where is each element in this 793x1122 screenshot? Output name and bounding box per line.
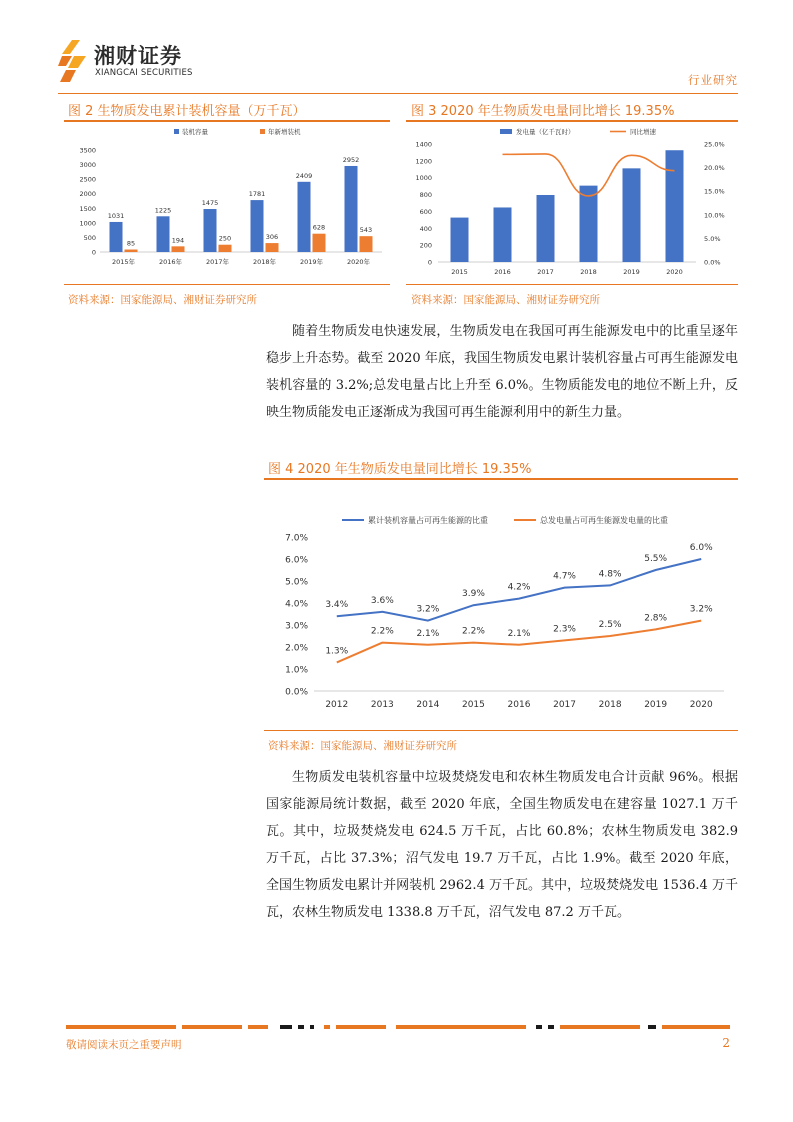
data-label-new: 250	[218, 234, 232, 243]
data-label-generation-share: 2.2%	[370, 626, 394, 637]
y-left-tick-label: 800	[419, 191, 432, 200]
data-label-installed: 1031	[107, 211, 125, 220]
data-label-new: 306	[265, 233, 279, 242]
figure-4-source: 资料来源：国家能源局、湘财证券研究所	[268, 740, 457, 752]
legend-label-new: 年新增装机	[268, 128, 301, 136]
y-tick-label: 0	[91, 248, 96, 257]
y-tick-label: 1000	[79, 219, 96, 228]
data-label-generation-share: 2.8%	[644, 613, 668, 624]
legend-swatch-installed	[174, 129, 179, 134]
x-tick-label: 2015	[451, 268, 468, 276]
y-tick-label: 2500	[79, 175, 96, 184]
y-left-tick-label: 600	[419, 207, 432, 216]
x-tick-label: 2012	[325, 700, 349, 710]
legend-label-generation: 发电量（亿千瓦时）	[516, 128, 575, 136]
y-tick-label: 500	[83, 233, 96, 242]
x-tick-label: 2018	[598, 700, 622, 710]
x-tick-label: 2018年	[252, 258, 277, 266]
x-tick-label: 2015年	[111, 258, 136, 266]
y-right-tick-label: 10.0%	[704, 211, 725, 220]
data-label-capacity-share: 3.2%	[416, 604, 440, 615]
legend-swatch-new	[260, 129, 265, 134]
y-right-tick-label: 15.0%	[704, 187, 725, 196]
y-right-tick-label: 0.0%	[704, 258, 721, 267]
y-tick-label: 1.0%	[285, 665, 308, 676]
y-left-tick-label: 1000	[415, 174, 432, 183]
y-tick-label: 4.0%	[285, 599, 308, 610]
x-tick-label: 2020年	[346, 258, 371, 266]
xiangcai-logo-icon	[58, 38, 88, 84]
data-label-installed: 2952	[342, 155, 360, 164]
paragraph-2-text: 生物质发电装机容量中垃圾焚烧发电和农林生物质发电合计贡献 96%。根据国家能源局统计数据，截至 2020 年底，全国生物质发电在建容量 1027.1 万千瓦。其中，垃圾焚烧发电 624.5 万千瓦，占比 60.8%；农林生物质发电 382.9 万千瓦，占比 37.3%；沼气发电 19.7 万千瓦，占比 1.9%。截至 2020 年底，全国生物质发电累计并网装机 2962.4 万千瓦。其中，垃圾焚烧发电 1536.4 万千瓦，农林生物质发电 1338.8 万千瓦，沼气发电 87.2 万千瓦。	[266, 770, 738, 920]
bar-new-capacity	[125, 250, 138, 252]
x-tick-label: 2017	[537, 268, 554, 276]
figure-3-source-rule	[406, 284, 738, 285]
data-label-generation-share: 2.2%	[462, 626, 485, 637]
figure-3-source: 资料来源：国家能源局、湘财证券研究所	[411, 294, 600, 306]
data-label-capacity-share: 3.6%	[370, 595, 394, 606]
y-tick-label: 6.0%	[285, 555, 308, 566]
legend-label-growth: 同比增速	[630, 128, 656, 136]
bar-generation	[580, 186, 598, 262]
x-tick-label: 2013	[370, 700, 394, 710]
data-label-capacity-share: 4.7%	[553, 571, 576, 582]
header-divider	[58, 93, 738, 94]
y-right-tick-label: 5.0%	[704, 234, 721, 243]
body-paragraph-2	[266, 764, 738, 926]
data-label-capacity-share: 4.2%	[507, 582, 531, 593]
x-tick-label: 2015	[461, 700, 485, 710]
y-tick-label: 1500	[79, 204, 96, 213]
page-header	[58, 38, 738, 96]
y-left-tick-label: 0	[427, 258, 432, 267]
y-left-tick-label: 1400	[415, 140, 432, 149]
y-tick-label: 7.0%	[285, 533, 308, 544]
figure-2-bar-chart	[64, 122, 394, 282]
x-tick-label: 2019	[644, 700, 668, 710]
bar-new-capacity	[266, 243, 279, 252]
figure-2-source: 资料来源：国家能源局、湘财证券研究所	[68, 294, 257, 306]
y-tick-label: 3.0%	[285, 621, 308, 632]
x-tick-label: 2016	[507, 700, 531, 710]
y-tick-label: 3500	[79, 146, 96, 155]
data-label-capacity-share: 5.5%	[644, 554, 668, 564]
page-number: 2	[722, 1036, 730, 1050]
bar-generation	[494, 207, 512, 262]
data-label-generation-share: 1.3%	[325, 646, 349, 657]
data-label-new: 85	[126, 239, 136, 248]
figure-3-combo-chart	[404, 122, 740, 282]
data-label-generation-share: 2.1%	[507, 628, 531, 639]
section-label: 行业研究	[688, 73, 738, 87]
bar-installed-capacity	[204, 209, 217, 252]
legend-label-generation-share: 总发电量占可再生能源发电量的比重	[540, 516, 668, 525]
x-tick-label: 2016年	[158, 258, 183, 266]
paragraph-1-text: 随着生物质发电快速发展，生物质发电在我国可再生能源发电中的比重呈逐年稳步上升态势。截至 2020 年底，我国生物质发电累计装机容量占可再生能源发电装机容量的 3.2%;总发电量占比上升至 6.0%。生物质能发电的地位不断上升，反映生物质能发电正逐渐成为我国可再生能源利用中的新生力量。	[266, 324, 738, 420]
data-label-installed: 1781	[248, 190, 266, 199]
body-paragraph-1	[266, 318, 738, 426]
data-label-installed: 2409	[295, 171, 313, 180]
figure-4-line-chart	[264, 500, 738, 722]
y-tick-label: 2.0%	[285, 643, 308, 654]
company-name-cn: 湘财证券	[94, 44, 182, 68]
x-tick-label: 2020	[689, 700, 713, 710]
x-tick-label: 2017	[553, 700, 577, 710]
bar-installed-capacity	[110, 222, 123, 252]
x-tick-label: 2014	[416, 700, 440, 710]
data-label-new: 194	[171, 236, 185, 245]
data-label-capacity-share: 3.4%	[325, 600, 349, 611]
x-tick-label: 2017年	[205, 258, 230, 266]
bar-new-capacity	[172, 246, 185, 252]
x-tick-label: 2020	[666, 268, 683, 276]
data-label-capacity-share: 6.0%	[689, 543, 713, 553]
x-tick-label: 2016	[494, 268, 511, 276]
y-tick-label: 0.0%	[285, 687, 308, 698]
data-label-generation-share: 2.5%	[598, 620, 622, 630]
company-name-en: XIANGCAI SECURITIES	[95, 68, 193, 78]
figure-2-title: 图 2 生物质发电累计装机容量（万千瓦）	[68, 104, 306, 119]
bar-new-capacity	[219, 245, 232, 252]
legend-swatch-generation	[500, 129, 512, 134]
legend-label-installed: 装机容量	[182, 128, 208, 136]
data-label-installed: 1225	[154, 206, 172, 215]
data-label-installed: 1475	[201, 199, 219, 208]
data-label-capacity-share: 4.8%	[598, 569, 622, 580]
footer-decorative-bar	[66, 1025, 730, 1029]
bar-installed-capacity	[157, 216, 170, 252]
bar-installed-capacity	[298, 182, 311, 252]
data-label-new: 628	[312, 223, 326, 232]
y-tick-label: 5.0%	[285, 577, 308, 588]
bar-generation	[451, 218, 469, 262]
y-right-tick-label: 20.0%	[704, 164, 725, 173]
y-tick-label: 3000	[79, 161, 96, 170]
data-label-generation-share: 2.1%	[416, 628, 440, 639]
y-left-tick-label: 400	[419, 224, 432, 233]
bar-installed-capacity	[345, 166, 358, 252]
figure-4-rule	[264, 478, 738, 480]
figure-2-source-rule	[64, 284, 390, 285]
figure-3-title: 图 3 2020 年生物质发电量同比增长 19.35%	[411, 104, 675, 119]
disclaimer-note: 敬请阅读末页之重要声明	[66, 1039, 182, 1051]
figure-4-title: 图 4 2020 年生物质发电量同比增长 19.35%	[268, 462, 532, 477]
bar-generation	[537, 195, 555, 262]
bar-generation	[623, 168, 641, 262]
data-label-generation-share: 3.2%	[689, 604, 713, 615]
bar-generation	[666, 150, 684, 262]
figure-4-source-rule	[264, 730, 738, 731]
data-label-capacity-share: 3.9%	[462, 589, 485, 600]
x-tick-label: 2019年	[299, 258, 324, 266]
y-tick-label: 2000	[79, 190, 96, 199]
x-tick-label: 2018	[580, 268, 597, 276]
bar-new-capacity	[360, 236, 373, 252]
bar-new-capacity	[313, 234, 326, 252]
data-label-new: 543	[359, 226, 373, 235]
data-label-generation-share: 2.3%	[553, 624, 576, 635]
x-tick-label: 2019	[623, 268, 640, 276]
bar-installed-capacity	[251, 200, 264, 252]
y-left-tick-label: 1200	[415, 157, 432, 166]
legend-label-capacity-share: 累计装机容量占可再生能源的比重	[368, 516, 488, 525]
y-left-tick-label: 200	[419, 241, 432, 250]
y-right-tick-label: 25.0%	[704, 140, 725, 149]
